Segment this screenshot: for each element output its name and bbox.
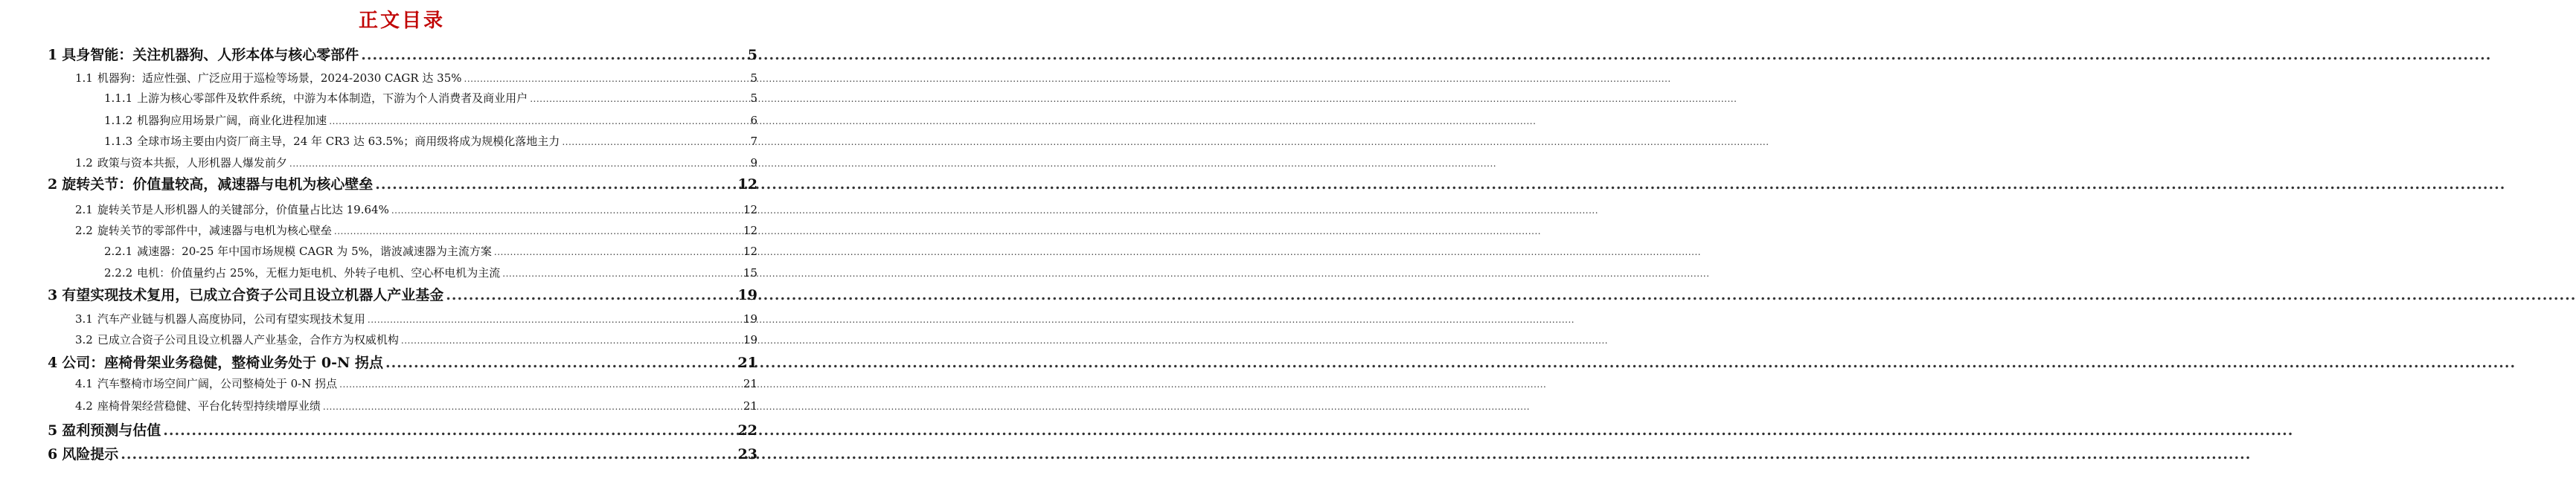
- toc-entry-number: 1: [48, 47, 58, 63]
- toc-entry-page-number: 15: [743, 266, 757, 280]
- toc-entry-level-2[interactable]: [75, 201, 757, 219]
- toc-entry-label: 具身智能：关注机器狗、人形本体与核心零部件: [62, 47, 359, 63]
- page-title: 正文目录: [358, 10, 445, 32]
- toc-entry-number: 1.1.3: [104, 135, 133, 148]
- toc-entry-level-2[interactable]: [75, 375, 757, 393]
- dot-leader: [562, 133, 748, 151]
- toc-entry-level-3[interactable]: [104, 242, 757, 260]
- toc-entry-level-1[interactable]: [48, 420, 757, 441]
- toc-entry-level-2[interactable]: [75, 222, 757, 239]
- toc-entry-page-number: 21: [737, 355, 757, 371]
- toc-entry-page-number: 5: [750, 71, 757, 85]
- toc-entry-page-number: 19: [743, 333, 757, 346]
- toc-entry-title: [75, 69, 462, 87]
- toc-entry-label: 汽车整椅市场空间广阔，公司整椅处于 0-N 拐点: [97, 377, 338, 390]
- toc-entry-title: [104, 132, 560, 150]
- toc-entry-label: 已成立合资子公司且设立机器人产业基金，合作方为权威机构: [97, 333, 399, 346]
- toc-entry-level-3[interactable]: [104, 89, 757, 107]
- toc-entry-title: [75, 397, 321, 415]
- dot-leader: [163, 420, 735, 441]
- toc-entry-title: [75, 331, 399, 349]
- dot-leader: [530, 90, 748, 108]
- toc-entry-page-number: 21: [743, 399, 757, 413]
- toc-entry-level-1[interactable]: [48, 174, 757, 195]
- dot-leader: [494, 243, 741, 261]
- dot-leader: [361, 45, 746, 65]
- toc-entry-title: [104, 264, 500, 282]
- toc-entry-number: 2.1: [75, 203, 93, 216]
- toc-entry-number: 3.2: [75, 333, 93, 346]
- toc-entry-page-number: 12: [743, 245, 757, 258]
- toc-entry-level-3[interactable]: [104, 264, 757, 282]
- toc-entry-level-3[interactable]: [104, 112, 757, 129]
- toc-entry-level-2[interactable]: [75, 310, 757, 328]
- toc-entry-level-2[interactable]: [75, 154, 757, 172]
- toc-entry-number: 4.1: [75, 377, 93, 390]
- toc-entry-level-3[interactable]: [104, 132, 757, 150]
- toc-entry-title: [48, 285, 443, 306]
- dot-leader: [391, 202, 741, 219]
- dot-leader: [385, 352, 736, 373]
- toc-entry-title: [75, 310, 365, 328]
- toc-entry-number: 1.1.2: [104, 114, 133, 127]
- toc-entry-number: 4.2: [75, 399, 93, 413]
- toc-entry-number: 4: [48, 355, 58, 371]
- dot-leader: [323, 398, 741, 416]
- toc-entry-title: [75, 375, 337, 393]
- dot-leader: [464, 70, 749, 88]
- toc-entry-number: 2.2: [75, 224, 93, 237]
- dot-leader: [375, 174, 735, 195]
- toc-entry-number: 5: [48, 422, 58, 439]
- toc-entry-page-number: 12: [737, 176, 757, 193]
- toc-entry-title: [104, 242, 492, 260]
- toc-entry-label: 上游为核心零部件及软件系统，中游为本体制造，下游为个人消费者及商业用户: [137, 91, 528, 105]
- toc-entry-level-1[interactable]: [48, 45, 757, 65]
- toc-entry-label: 政策与资本共振，人形机器人爆发前夕: [97, 156, 287, 170]
- toc-entry-page-number: 23: [737, 446, 757, 462]
- toc-entry-label: 盈利预测与估值: [62, 422, 161, 439]
- toc-entry-number: 1.1: [75, 71, 93, 85]
- toc-entry-page-number: 5: [750, 91, 757, 105]
- toc-entry-page-number: 9: [750, 156, 757, 170]
- dot-leader: [121, 444, 735, 465]
- toc-entry-title: [48, 352, 383, 373]
- toc-entry-number: 1.1.1: [104, 91, 133, 105]
- toc-entry-label: 机器狗应用场景广阔，商业化进程加速: [137, 114, 327, 127]
- toc-entry-title: [48, 444, 118, 465]
- toc-entry-number: 2.2.2: [104, 266, 133, 280]
- dot-leader: [401, 332, 741, 349]
- toc-entry-page-number: 12: [743, 224, 757, 237]
- toc-entry-title: [75, 222, 332, 239]
- toc-entry-page-number: 19: [743, 312, 757, 326]
- toc-entry-level-2[interactable]: [75, 331, 757, 349]
- dot-leader: [289, 155, 749, 173]
- toc-entry-number: 3: [48, 287, 58, 303]
- dot-leader: [329, 112, 748, 130]
- toc-entry-number: 1.2: [75, 156, 93, 170]
- dot-leader: [446, 285, 735, 306]
- toc-entry-page-number: 19: [737, 287, 757, 303]
- toc-entry-page-number: 5: [747, 47, 757, 63]
- toc-entry-title: [75, 201, 389, 219]
- toc-entry-number: 6: [48, 446, 58, 462]
- toc-entry-title: [75, 154, 287, 172]
- toc-entry-label: 电机：价值量约占 25%，无框力矩电机、外转子电机、空心杯电机为主流: [137, 266, 501, 280]
- toc-entry-label: 旋转关节是人形机器人的关键部分，价值量占比达 19.64%: [97, 203, 389, 216]
- toc-entry-title: [48, 420, 161, 441]
- toc-entry-title: [104, 112, 327, 129]
- toc-entry-number: 2.2.1: [104, 245, 133, 258]
- toc-entry-title: [48, 174, 373, 195]
- toc-entry-page-number: 22: [737, 422, 757, 439]
- toc-entry-label: 风险提示: [62, 446, 119, 462]
- toc-entry-label: 减速器：20-25 年中国市场规模 CAGR 为 5%，谐波减速器为主流方案: [137, 245, 492, 258]
- toc-entry-label: 座椅骨架经营稳健、平台化转型持续增厚业绩: [97, 399, 321, 413]
- dot-leader: [334, 222, 741, 240]
- toc-entry-page-number: 6: [750, 114, 757, 127]
- toc-entry-page-number: 21: [743, 377, 757, 390]
- toc-entry-label: 公司：座椅骨架业务稳健，整椅业务处于 0-N 拐点: [62, 355, 383, 371]
- toc-entry-number: 2: [48, 176, 58, 193]
- toc-entry-label: 汽车产业链与机器人高度协同，公司有望实现技术复用: [97, 312, 365, 326]
- toc-entry-level-2[interactable]: [75, 69, 757, 87]
- toc-entry-page-number: 12: [743, 203, 757, 216]
- dot-leader: [368, 311, 741, 329]
- toc-entry-label: 全球市场主要由内资厂商主导，24 年 CR3 达 63.5%；商用级将成为规模化落地主力: [137, 135, 560, 148]
- toc-entry-label: 旋转关节的零部件中，减速器与电机为核心壁垒: [97, 224, 332, 237]
- toc-entry-label: 机器狗：适应性强、广泛应用于巡检等场景，2024-2030 CAGR 达 35%: [97, 71, 462, 85]
- toc-entry-level-1[interactable]: [48, 352, 757, 373]
- dot-leader: [502, 265, 741, 283]
- toc-entry-level-2[interactable]: [75, 397, 757, 415]
- toc-entry-label: 旋转关节：价值量较高，减速器与电机为核心壁垒: [62, 176, 374, 193]
- toc-entry-level-1[interactable]: [48, 285, 757, 306]
- toc-entry-title: [48, 45, 359, 65]
- toc-entry-number: 3.1: [75, 312, 93, 326]
- table-of-contents: [0, 0, 804, 490]
- toc-entry-label: 有望实现技术复用，已成立合资子公司且设立机器人产业基金: [62, 287, 444, 303]
- toc-entry-title: [104, 89, 528, 107]
- toc-entry-level-1[interactable]: [48, 444, 757, 465]
- dot-leader: [339, 375, 741, 393]
- toc-entry-page-number: 7: [750, 135, 757, 148]
